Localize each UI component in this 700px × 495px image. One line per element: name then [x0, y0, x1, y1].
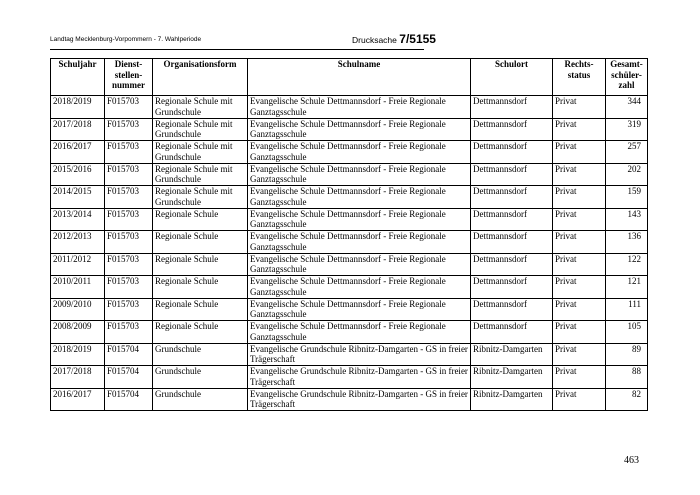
table-row: [51, 96, 648, 119]
cell-gesamtschuelerzahl: 89: [606, 343, 648, 366]
table-row: [51, 118, 648, 141]
header-drucksache: [352, 32, 436, 46]
cell-schuljahr: 2018/2019: [51, 343, 105, 366]
cell-dienststellennummer: F015704: [105, 343, 153, 366]
col-header-rechtsstatus: Rechts-status: [553, 59, 606, 96]
cell-rechtsstatus: Privat: [553, 321, 606, 344]
cell-dienststellennummer: F015704: [105, 366, 153, 389]
cell-schulname: Evangelische Schule Dettmannsdorf - Freie Regionale Ganztagsschule: [248, 118, 471, 141]
cell-schuljahr: 2016/2017: [51, 388, 105, 411]
cell-schuljahr: 2016/2017: [51, 141, 105, 164]
cell-schulname: Evangelische Schule Dettmannsdorf - Freie Regionale Ganztagsschule: [248, 253, 471, 276]
cell-schulname: Evangelische Schule Dettmannsdorf - Freie Regionale Ganztagsschule: [248, 276, 471, 299]
cell-gesamtschuelerzahl: 105: [606, 321, 648, 344]
table-row: [51, 321, 648, 344]
schools-table: [50, 58, 648, 411]
table-row: [51, 298, 648, 321]
cell-gesamtschuelerzahl: 136: [606, 231, 648, 254]
cell-schulort: Dettmannsdorf: [471, 253, 553, 276]
cell-schulort: Dettmannsdorf: [471, 321, 553, 344]
col-header-gesamtschuelerzahl: Gesamt-schüler-zahl: [606, 59, 648, 96]
cell-schulname: Evangelische Grundschule Ribnitz-Damgarten - GS in freier Trägerschaft: [248, 388, 471, 411]
cell-schulort: Dettmannsdorf: [471, 231, 553, 254]
cell-organisationsform: Grundschule: [153, 343, 248, 366]
drucksache-number: 7/5155: [399, 32, 436, 46]
cell-dienststellennummer: F015703: [105, 321, 153, 344]
cell-gesamtschuelerzahl: 257: [606, 141, 648, 164]
cell-schulort: Dettmannsdorf: [471, 298, 553, 321]
cell-schuljahr: 2013/2014: [51, 208, 105, 231]
cell-gesamtschuelerzahl: 82: [606, 388, 648, 411]
table-row: [51, 276, 648, 299]
cell-schulname: Evangelische Grundschule Ribnitz-Damgarten - GS in freier Trägerschaft: [248, 343, 471, 366]
header-rule: [50, 49, 424, 50]
cell-dienststellennummer: F015703: [105, 163, 153, 186]
cell-dienststellennummer: F015703: [105, 96, 153, 119]
cell-organisationsform: Regionale Schule mit Grundschule: [153, 141, 248, 164]
table-row: [51, 366, 648, 389]
cell-schulname: Evangelische Grundschule Ribnitz-Damgarten - GS in freier Trägerschaft: [248, 366, 471, 389]
cell-dienststellennummer: F015703: [105, 298, 153, 321]
col-header-dienststellennummer: Dienst-stellen-nummer: [105, 59, 153, 96]
table-row: [51, 231, 648, 254]
cell-organisationsform: Regionale Schule mit Grundschule: [153, 186, 248, 209]
cell-dienststellennummer: F015703: [105, 276, 153, 299]
cell-schuljahr: 2014/2015: [51, 186, 105, 209]
cell-schulort: Dettmannsdorf: [471, 141, 553, 164]
cell-schuljahr: 2012/2013: [51, 231, 105, 254]
table-row: [51, 208, 648, 231]
cell-rechtsstatus: Privat: [553, 208, 606, 231]
cell-rechtsstatus: Privat: [553, 163, 606, 186]
col-header-organisationsform: Organisationsform: [153, 59, 248, 96]
cell-gesamtschuelerzahl: 122: [606, 253, 648, 276]
table-row: [51, 253, 648, 276]
cell-organisationsform: Regionale Schule mit Grundschule: [153, 96, 248, 119]
table-row: [51, 343, 648, 366]
cell-schuljahr: 2017/2018: [51, 118, 105, 141]
cell-rechtsstatus: Privat: [553, 253, 606, 276]
cell-schulort: Dettmannsdorf: [471, 186, 553, 209]
cell-schuljahr: 2010/2011: [51, 276, 105, 299]
cell-organisationsform: Regionale Schule mit Grundschule: [153, 118, 248, 141]
page-number: 463: [624, 455, 639, 466]
cell-schulname: Evangelische Schule Dettmannsdorf - Freie Regionale Ganztagsschule: [248, 163, 471, 186]
cell-schulname: Evangelische Schule Dettmannsdorf - Freie Regionale Ganztagsschule: [248, 231, 471, 254]
cell-schulname: Evangelische Schule Dettmannsdorf - Freie Regionale Ganztagsschule: [248, 96, 471, 119]
cell-organisationsform: Regionale Schule: [153, 208, 248, 231]
cell-rechtsstatus: Privat: [553, 231, 606, 254]
cell-schuljahr: 2018/2019: [51, 96, 105, 119]
cell-gesamtschuelerzahl: 344: [606, 96, 648, 119]
cell-schulort: Dettmannsdorf: [471, 163, 553, 186]
cell-organisationsform: Regionale Schule: [153, 298, 248, 321]
cell-schuljahr: 2017/2018: [51, 366, 105, 389]
cell-rechtsstatus: Privat: [553, 388, 606, 411]
cell-schulort: Ribnitz-Damgarten: [471, 388, 553, 411]
cell-dienststellennummer: F015703: [105, 231, 153, 254]
table-row: [51, 163, 648, 186]
table-header-row: [51, 59, 648, 96]
cell-rechtsstatus: Privat: [553, 366, 606, 389]
header-left-text: Landtag Mecklenburg-Vorpommern - 7. Wahlperiode: [50, 36, 202, 43]
cell-schulname: Evangelische Schule Dettmannsdorf - Freie Regionale Ganztagsschule: [248, 208, 471, 231]
cell-dienststellennummer: F015704: [105, 388, 153, 411]
cell-schuljahr: 2008/2009: [51, 321, 105, 344]
cell-rechtsstatus: Privat: [553, 96, 606, 119]
cell-dienststellennummer: F015703: [105, 141, 153, 164]
cell-gesamtschuelerzahl: 111: [606, 298, 648, 321]
cell-gesamtschuelerzahl: 143: [606, 208, 648, 231]
drucksache-label: Drucksache: [352, 35, 397, 45]
cell-organisationsform: Regionale Schule: [153, 253, 248, 276]
cell-schulort: Dettmannsdorf: [471, 118, 553, 141]
col-header-schuljahr: Schuljahr: [51, 59, 105, 96]
cell-gesamtschuelerzahl: 159: [606, 186, 648, 209]
cell-organisationsform: Regionale Schule mit Grundschule: [153, 163, 248, 186]
cell-rechtsstatus: Privat: [553, 343, 606, 366]
cell-gesamtschuelerzahl: 121: [606, 276, 648, 299]
cell-rechtsstatus: Privat: [553, 276, 606, 299]
table-row: [51, 388, 648, 411]
col-header-schulname: Schulname: [248, 59, 471, 96]
cell-schuljahr: 2009/2010: [51, 298, 105, 321]
cell-organisationsform: Regionale Schule: [153, 231, 248, 254]
cell-dienststellennummer: F015703: [105, 186, 153, 209]
cell-schulort: Dettmannsdorf: [471, 96, 553, 119]
cell-schulname: Evangelische Schule Dettmannsdorf - Freie Regionale Ganztagsschule: [248, 298, 471, 321]
cell-gesamtschuelerzahl: 88: [606, 366, 648, 389]
col-header-schulort: Schulort: [471, 59, 553, 96]
cell-rechtsstatus: Privat: [553, 118, 606, 141]
cell-rechtsstatus: Privat: [553, 186, 606, 209]
cell-organisationsform: Regionale Schule: [153, 321, 248, 344]
cell-schulort: Ribnitz-Damgarten: [471, 343, 553, 366]
cell-schulort: Dettmannsdorf: [471, 208, 553, 231]
table-row: [51, 186, 648, 209]
cell-schulname: Evangelische Schule Dettmannsdorf - Freie Regionale Ganztagsschule: [248, 141, 471, 164]
cell-organisationsform: Grundschule: [153, 366, 248, 389]
cell-gesamtschuelerzahl: 319: [606, 118, 648, 141]
table-row: [51, 141, 648, 164]
cell-schuljahr: 2015/2016: [51, 163, 105, 186]
cell-dienststellennummer: F015703: [105, 253, 153, 276]
cell-organisationsform: Grundschule: [153, 388, 248, 411]
cell-rechtsstatus: Privat: [553, 141, 606, 164]
cell-gesamtschuelerzahl: 202: [606, 163, 648, 186]
cell-dienststellennummer: F015703: [105, 118, 153, 141]
cell-schulname: Evangelische Schule Dettmannsdorf - Freie Regionale Ganztagsschule: [248, 321, 471, 344]
cell-schuljahr: 2011/2012: [51, 253, 105, 276]
cell-rechtsstatus: Privat: [553, 298, 606, 321]
cell-schulort: Ribnitz-Damgarten: [471, 366, 553, 389]
cell-schulort: Dettmannsdorf: [471, 276, 553, 299]
cell-schulname: Evangelische Schule Dettmannsdorf - Freie Regionale Ganztagsschule: [248, 186, 471, 209]
cell-dienststellennummer: F015703: [105, 208, 153, 231]
cell-organisationsform: Regionale Schule: [153, 276, 248, 299]
